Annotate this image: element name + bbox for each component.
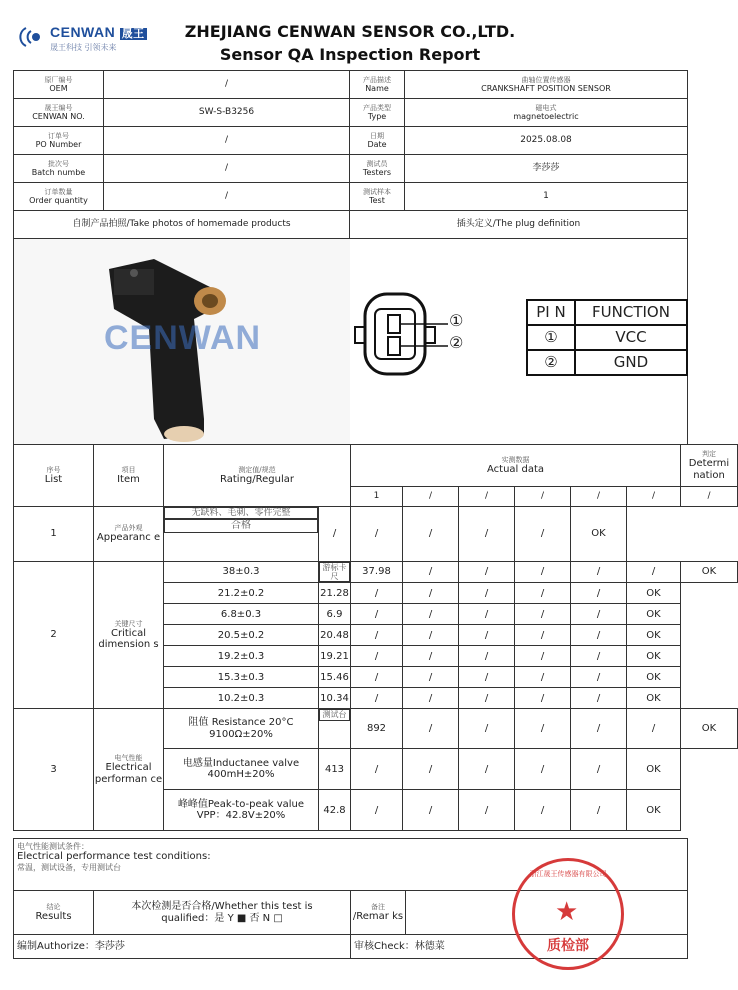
rating-header: 测定值/规范 Rating/Regular — [164, 445, 351, 507]
measured-value: 413 — [319, 749, 351, 790]
info-value: 2025.08.08 — [405, 127, 688, 155]
photo-header: 自制产品拍照/Take photos of homemade products — [14, 211, 350, 239]
measured-value: 37.98 — [351, 562, 403, 583]
pin-number: ② — [527, 350, 575, 375]
pin-function-table — [526, 299, 688, 376]
row-item: 电气性能 Electrical performan ce — [94, 709, 164, 831]
row-number: 2 — [14, 562, 94, 709]
spec: 6.8±0.3 — [164, 604, 319, 625]
info-label: 产品描述 Name — [350, 71, 405, 99]
info-label: 订单数量 Order quantity — [14, 183, 104, 211]
measured-value: 42.8 — [319, 790, 351, 831]
info-label: 测试样本 Test — [350, 183, 405, 211]
spec: 19.2±0.3 — [164, 646, 319, 667]
info-value: / — [104, 183, 350, 211]
info-value: / — [104, 155, 350, 183]
result: OK — [627, 604, 681, 625]
spec: 峰峰值Peak-to-peak value VPP：42.8V±20% — [164, 790, 319, 831]
result: OK — [681, 562, 738, 583]
info-row — [14, 155, 688, 183]
stamp-department: 质检部 — [547, 938, 589, 954]
table-row: 6.8±0.3 6.9 / / / / / OK — [14, 604, 738, 625]
result: OK — [571, 507, 627, 562]
measured-value: 892 — [351, 709, 403, 749]
info-value: 磁电式 magnetoelectric — [405, 99, 688, 127]
measured-value: 6.9 — [319, 604, 351, 625]
plug-header: 插头定义/The plug definition — [350, 211, 688, 239]
measured-value: 合格 — [164, 519, 318, 533]
plug-definition-cell — [350, 239, 688, 445]
info-value: SW-S-B3256 — [104, 99, 350, 127]
product-photo-cell — [14, 239, 350, 445]
remarks-label: 备注 /Remar ks — [351, 891, 406, 935]
measured-value: 15.46 — [319, 667, 351, 688]
actual-data-header: 实测数据 Actual data — [351, 445, 681, 487]
tool: 测试台 — [319, 709, 350, 720]
photo-watermark: CENWAN — [104, 319, 262, 357]
info-label: 测试员 Testers — [350, 155, 405, 183]
check: 审核Check：林德菜 — [351, 935, 688, 959]
info-value: / — [104, 127, 350, 155]
determination-header: 判定 Determi nation — [681, 445, 738, 487]
results-label: 结论 Results — [14, 891, 94, 935]
info-label: 原厂编号 OEM — [14, 71, 104, 99]
spec: 15.3±0.3 — [164, 667, 319, 688]
authorize: 编制Authorize：李莎莎 — [14, 935, 351, 959]
plug-pin-label: ② — [449, 333, 464, 352]
spec: 21.2±0.2 — [164, 583, 319, 604]
table-row: 19.2±0.3 19.21 / / / / / OK — [14, 646, 738, 667]
measured-value: 21.28 — [319, 583, 351, 604]
table-row: 2 关键尺寸 Critical dimension s 38±0.3 游标卡尺 37.98 / / / / / OK — [14, 562, 738, 583]
measured-value: 19.21 — [319, 646, 351, 667]
info-row — [14, 99, 688, 127]
pin-number: ① — [527, 325, 575, 350]
table-row: 峰峰值Peak-to-peak value VPP：42.8V±20% 42.8 / / / / / OK — [14, 790, 738, 831]
info-value: / — [104, 71, 350, 99]
pin-header: PI N — [527, 300, 575, 325]
item-header: 项目 Item — [94, 445, 164, 507]
function-header: FUNCTION — [575, 300, 687, 325]
quality-stamp — [512, 858, 624, 970]
info-label: 日期 Date — [350, 127, 405, 155]
table-row: 21.2±0.2 21.28 / / / / / OK — [14, 583, 738, 604]
sample-col: 1 — [351, 487, 403, 507]
sample-col: / — [459, 487, 515, 507]
row-item: 产品外观 Appearanc e — [94, 507, 164, 562]
spec: 阻值 Resistance 20°C 9100Ω±20% — [164, 709, 319, 749]
measured-value: 20.48 — [319, 625, 351, 646]
spec: 10.2±0.3 — [164, 688, 319, 709]
company-name: ZHEJIANG CENWAN SENSOR CO.,LTD. — [184, 22, 516, 41]
list-header: 序号 List — [14, 445, 94, 507]
sample-col: / — [403, 487, 459, 507]
inspection-table — [13, 444, 738, 831]
table-row: 10.2±0.3 10.34 / / / / / OK — [14, 688, 738, 709]
info-label: 产品类型 Type — [350, 99, 405, 127]
sample-col: / — [681, 487, 738, 507]
tool: 游标卡尺 — [319, 562, 350, 582]
spec: 电感量Inductanee valve 400mH±20% — [164, 749, 319, 790]
row-number: 1 — [14, 507, 94, 562]
info-row — [14, 71, 688, 99]
plug-pin-label: ① — [449, 311, 464, 330]
star-icon: ★ — [555, 897, 579, 927]
sample-col: / — [627, 487, 681, 507]
logo-text: CENWAN 晟王 — [50, 24, 145, 40]
qualified-question: 本次检测是否合格/Whether this test is qualified：是 Y ■ 否 N □ — [94, 891, 351, 935]
table-row: 15.3±0.3 15.46 / / / / / OK — [14, 667, 738, 688]
table-row: 3 电气性能 Electrical performan ce 阻值 Resistance 20°C 9100Ω±20% 测试台 892 / / / / / OK — [14, 709, 738, 749]
sample-col: / — [515, 487, 571, 507]
table-row: 电感量Inductanee valve 400mH±20% 413 / / / / / OK — [14, 749, 738, 790]
info-row — [14, 127, 688, 155]
spec: 38±0.3 — [164, 562, 319, 583]
result: OK — [681, 709, 738, 749]
result: OK — [627, 625, 681, 646]
info-label: 晟王编号 CENWAN NO. — [14, 99, 104, 127]
result: OK — [627, 583, 681, 604]
result: OK — [627, 667, 681, 688]
result: OK — [627, 749, 681, 790]
result: OK — [627, 688, 681, 709]
test-conditions: 电气性能测试条件： Electrical performance test conditions: 常温，测试设备，专用测试台 — [14, 839, 688, 891]
result: OK — [627, 790, 681, 831]
measured-value: 10.34 — [319, 688, 351, 709]
table-row: 1 产品外观 Appearanc e 无缺料、毛刺、零件完整 合格 / / / / / OK — [14, 507, 738, 562]
info-label: 批次号 Batch numbe — [14, 155, 104, 183]
info-value: 李莎莎 — [405, 155, 688, 183]
report-title: Sensor QA Inspection Report — [219, 45, 481, 64]
row-rating: 无缺料、毛刺、零件完整 — [164, 507, 318, 519]
row-item: 关键尺寸 Critical dimension s — [94, 562, 164, 709]
result: OK — [627, 646, 681, 667]
spec: 20.5±0.2 — [164, 625, 319, 646]
info-value: 曲轴位置传感器 CRANKSHAFT POSITION SENSOR — [405, 71, 688, 99]
logo-slogan: 晟王科技 引领未来 — [50, 43, 117, 52]
info-table — [13, 70, 688, 211]
row-number: 3 — [14, 709, 94, 831]
photo-plug-table — [13, 210, 688, 445]
table-row: 20.5±0.2 20.48 / / / / / OK — [14, 625, 738, 646]
info-row — [14, 183, 688, 211]
pin-function: VCC — [575, 325, 687, 350]
sample-col: / — [571, 487, 627, 507]
info-label: 订单号 PO Number — [14, 127, 104, 155]
info-value: 1 — [405, 183, 688, 211]
stamp-company: 浙江晟王传感器有限公司 — [529, 870, 607, 878]
pin-function: GND — [575, 350, 687, 375]
